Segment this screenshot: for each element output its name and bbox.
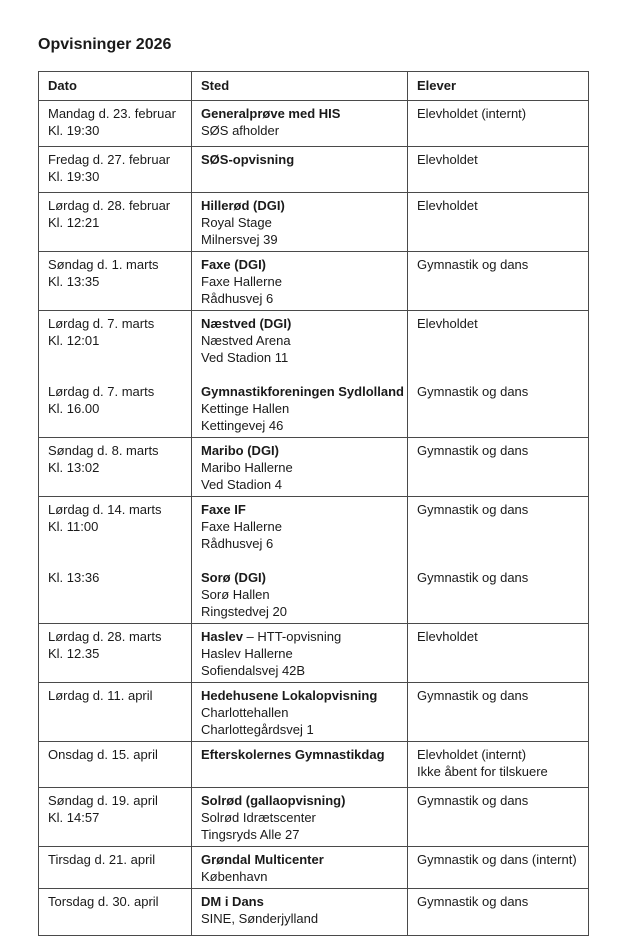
text-line [201, 383, 404, 400]
cell-sted [192, 889, 408, 936]
text-span: Ved Stadion 4 [201, 477, 282, 492]
cell-sted [192, 683, 408, 742]
text-span: DM i Dans [201, 894, 264, 909]
text-line [201, 214, 398, 231]
text-span: – HTT-opvisning [242, 629, 342, 644]
cell-sted [192, 101, 408, 147]
text-line [201, 332, 398, 349]
text-line [48, 792, 182, 809]
text-line [48, 151, 182, 168]
text-line [201, 151, 398, 168]
text-line [201, 501, 398, 518]
text-span: Solrød (gallaopvisning) [201, 793, 346, 808]
text-line [417, 442, 579, 459]
text-span: Gymnastik og dans (internt) [417, 852, 577, 867]
text-line [48, 332, 182, 349]
cell-elever [408, 742, 589, 788]
text-line [48, 569, 182, 586]
text-span: Lørdag d. 7. marts [48, 384, 155, 399]
text-line [201, 910, 398, 927]
text-line [201, 535, 398, 552]
text-line [201, 851, 398, 868]
cell-elever [408, 624, 589, 683]
text-span: Mandag d. 23. februar [48, 106, 176, 121]
text-line [48, 459, 182, 476]
text-span: Kl. 13:36 [48, 570, 100, 585]
text-line [201, 586, 398, 603]
text-span: Gymnastik og dans [417, 384, 529, 399]
text-span: Ikke åbent for tilskuere [417, 764, 548, 779]
text-line [417, 792, 579, 809]
table-row [39, 788, 589, 847]
text-span: Kettingevej 46 [201, 418, 284, 433]
text-line [201, 792, 398, 809]
cell-dato [39, 788, 192, 847]
text-span: Gymnastik og dans [417, 502, 529, 517]
text-line [201, 809, 398, 826]
text-line [201, 197, 398, 214]
text-line [48, 535, 182, 552]
cell-sted [192, 252, 408, 311]
text-line [48, 518, 182, 535]
text-span: Sorø (DGI) [201, 570, 266, 585]
table-body [39, 101, 589, 936]
text-span: Lørdag d. 28. februar [48, 198, 171, 213]
text-span: Gymnastik og dans [417, 793, 529, 808]
text-line [48, 809, 182, 826]
text-span: Maribo (DGI) [201, 443, 279, 458]
table-row [39, 252, 589, 311]
text-span: Tingsryds Alle 27 [201, 827, 300, 842]
text-span: Gymnastik og dans [417, 257, 529, 272]
text-span: Generalprøve med HIS [201, 106, 341, 121]
text-line [417, 763, 579, 780]
text-line [201, 721, 398, 738]
text-line [201, 746, 398, 763]
text-span: Kettinge Hallen [201, 401, 290, 416]
column-header-sted: Sted [192, 72, 408, 101]
text-span: Kl. 11:00 [48, 519, 99, 534]
text-span: Faxe Hallerne [201, 519, 282, 534]
text-span: Lørdag d. 11. april [48, 688, 153, 703]
text-line [48, 687, 182, 704]
text-span: Charlottegårdsvej 1 [201, 722, 314, 737]
text-line [417, 535, 579, 552]
text-span: København [201, 869, 268, 884]
text-span: Elevholdet [417, 152, 478, 167]
text-line [417, 105, 579, 122]
text-line [48, 501, 182, 518]
text-line [417, 518, 579, 535]
text-line [48, 197, 182, 214]
text-line [417, 349, 579, 366]
text-span: SØS-opvisning [201, 152, 295, 167]
text-line [417, 893, 579, 910]
text-line [48, 256, 182, 273]
text-line [48, 122, 182, 139]
cell-sted [192, 497, 408, 624]
text-line [201, 645, 398, 662]
text-line [48, 349, 182, 366]
text-line [201, 417, 398, 434]
cell-dato [39, 147, 192, 193]
text-span: Haslev Hallerne [201, 646, 293, 661]
text-line [417, 746, 579, 763]
text-span: Kl. 12.35 [48, 646, 100, 661]
text-line [48, 893, 182, 910]
cell-dato [39, 497, 192, 624]
cell-dato [39, 101, 192, 147]
text-line [201, 687, 398, 704]
text-span: Faxe (DGI) [201, 257, 267, 272]
text-line [201, 256, 398, 273]
text-span: Gymnastik og dans [417, 894, 529, 909]
cell-elever [408, 497, 589, 624]
cell-elever [408, 311, 589, 438]
cell-dato [39, 889, 192, 936]
cell-dato [39, 438, 192, 497]
text-span: Elevholdet (internt) [417, 747, 527, 762]
text-line [201, 628, 398, 645]
text-line [201, 868, 398, 885]
text-span: Elevholdet [417, 198, 478, 213]
text-span: Fredag d. 27. februar [48, 152, 171, 167]
text-line [48, 400, 182, 417]
text-span: Søndag d. 1. marts [48, 257, 159, 272]
text-line [201, 105, 398, 122]
text-span: Gymnastik og dans [417, 570, 529, 585]
text-span: Elevholdet (internt) [417, 106, 527, 121]
cell-elever [408, 438, 589, 497]
text-span: Hillerød (DGI) [201, 198, 285, 213]
text-line [417, 501, 579, 518]
text-span: Kl. 12:01 [48, 333, 100, 348]
text-span: Tirsdag d. 21. april [48, 852, 156, 867]
text-span: Kl. 19:30 [48, 123, 100, 138]
text-span: Milnersvej 39 [201, 232, 278, 247]
text-span: Solrød Idrætscenter [201, 810, 316, 825]
text-line [48, 383, 182, 400]
text-span: Søndag d. 8. marts [48, 443, 159, 458]
text-line [201, 400, 398, 417]
table-row [39, 683, 589, 742]
cell-dato [39, 847, 192, 889]
text-line [417, 332, 579, 349]
text-line [417, 256, 579, 273]
text-span: Sofiendalsvej 42B [201, 663, 306, 678]
text-line [201, 442, 398, 459]
text-span: Maribo Hallerne [201, 460, 293, 475]
text-line [48, 366, 182, 383]
text-line [201, 366, 398, 383]
text-span: Kl. 13:02 [48, 460, 100, 475]
table-row [39, 193, 589, 252]
cell-dato [39, 311, 192, 438]
table-row [39, 101, 589, 147]
cell-elever [408, 147, 589, 193]
text-line [48, 105, 182, 122]
text-line [417, 687, 579, 704]
table-row [39, 311, 589, 438]
cell-sted [192, 847, 408, 889]
text-line [48, 746, 182, 763]
text-line [201, 290, 398, 307]
text-span: Elevholdet [417, 629, 478, 644]
cell-elever [408, 683, 589, 742]
text-line [201, 826, 398, 843]
text-span: Hedehusene Lokalopvisning [201, 688, 378, 703]
text-line [48, 628, 182, 645]
table-row [39, 624, 589, 683]
text-span: Royal Stage [201, 215, 272, 230]
table-row [39, 147, 589, 193]
column-header-elever: Elever [408, 72, 589, 101]
cell-sted [192, 624, 408, 683]
text-span: Kl. 12:21 [48, 215, 100, 230]
text-line [201, 349, 398, 366]
text-line [201, 315, 398, 332]
text-span: Faxe Hallerne [201, 274, 282, 289]
table-row [39, 438, 589, 497]
text-span: Torsdag d. 30. april [48, 894, 159, 909]
text-line [201, 273, 398, 290]
text-line [201, 893, 398, 910]
text-line [417, 366, 579, 383]
cell-sted [192, 147, 408, 193]
table-header [39, 72, 589, 101]
text-line [201, 476, 398, 493]
text-span: Gymnastik og dans [417, 688, 529, 703]
cell-dato [39, 252, 192, 311]
text-span: Elevholdet [417, 316, 478, 331]
table-row [39, 889, 589, 936]
text-line [417, 315, 579, 332]
text-line [48, 315, 182, 332]
text-span: Kl. 16.00 [48, 401, 100, 416]
text-line [201, 122, 398, 139]
text-line [417, 151, 579, 168]
text-span: Gymnastikforeningen Sydlolland [201, 384, 404, 399]
text-span: Lørdag d. 28. marts [48, 629, 162, 644]
cell-elever [408, 788, 589, 847]
text-line [48, 168, 182, 185]
text-line [48, 645, 182, 662]
text-line [201, 662, 398, 679]
text-line [48, 552, 182, 569]
text-span: Rådhusvej 6 [201, 291, 274, 306]
text-span: SØS afholder [201, 123, 280, 138]
text-span: Næstved Arena [201, 333, 291, 348]
page-title: Opvisninger 2026 [38, 36, 172, 53]
text-span: Gymnastik og dans [417, 443, 529, 458]
text-span: Charlottehallen [201, 705, 289, 720]
text-line [417, 552, 579, 569]
text-line [417, 197, 579, 214]
text-line [417, 569, 579, 586]
text-line [201, 552, 398, 569]
text-span: Grøndal Multicenter [201, 852, 324, 867]
text-span: Kl. 14:57 [48, 810, 100, 825]
text-span: Søndag d. 19. april [48, 793, 158, 808]
cell-sted [192, 311, 408, 438]
cell-sted [192, 438, 408, 497]
cell-elever [408, 889, 589, 936]
text-line [201, 704, 398, 721]
text-span: Lørdag d. 14. marts [48, 502, 162, 517]
text-line [417, 383, 579, 400]
cell-elever [408, 252, 589, 311]
text-span: SINE, Sønderjylland [201, 911, 319, 926]
text-span: Rådhusvej 6 [201, 536, 274, 551]
cell-dato [39, 624, 192, 683]
text-span: Kl. 19:30 [48, 169, 100, 184]
header-row [39, 72, 589, 101]
text-span: Lørdag d. 7. marts [48, 316, 155, 331]
text-line [201, 459, 398, 476]
text-span: Næstved (DGI) [201, 316, 292, 331]
schedule-table [38, 71, 589, 936]
table-row [39, 742, 589, 788]
cell-elever [408, 101, 589, 147]
text-line [48, 851, 182, 868]
text-line [201, 603, 398, 620]
text-line [48, 273, 182, 290]
text-line [48, 442, 182, 459]
column-header-dato: Dato [39, 72, 192, 101]
text-span: Ringstedvej 20 [201, 604, 287, 619]
table-row [39, 497, 589, 624]
cell-sted [192, 742, 408, 788]
table-row [39, 847, 589, 889]
text-line [201, 518, 398, 535]
cell-sted [192, 788, 408, 847]
text-span: Haslev [201, 629, 243, 644]
text-line [48, 214, 182, 231]
cell-dato [39, 193, 192, 252]
text-span: Onsdag d. 15. april [48, 747, 158, 762]
cell-sted [192, 193, 408, 252]
text-line [201, 231, 398, 248]
cell-elever [408, 193, 589, 252]
text-line [201, 569, 398, 586]
cell-elever [408, 847, 589, 889]
text-span: Efterskolernes Gymnastikdag [201, 747, 385, 762]
text-line [417, 851, 579, 868]
text-span: Kl. 13:35 [48, 274, 100, 289]
cell-dato [39, 683, 192, 742]
cell-dato [39, 742, 192, 788]
text-span: Sorø Hallen [201, 587, 270, 602]
text-line [417, 628, 579, 645]
text-span: Faxe IF [201, 502, 246, 517]
text-span: Ved Stadion 11 [201, 350, 289, 365]
